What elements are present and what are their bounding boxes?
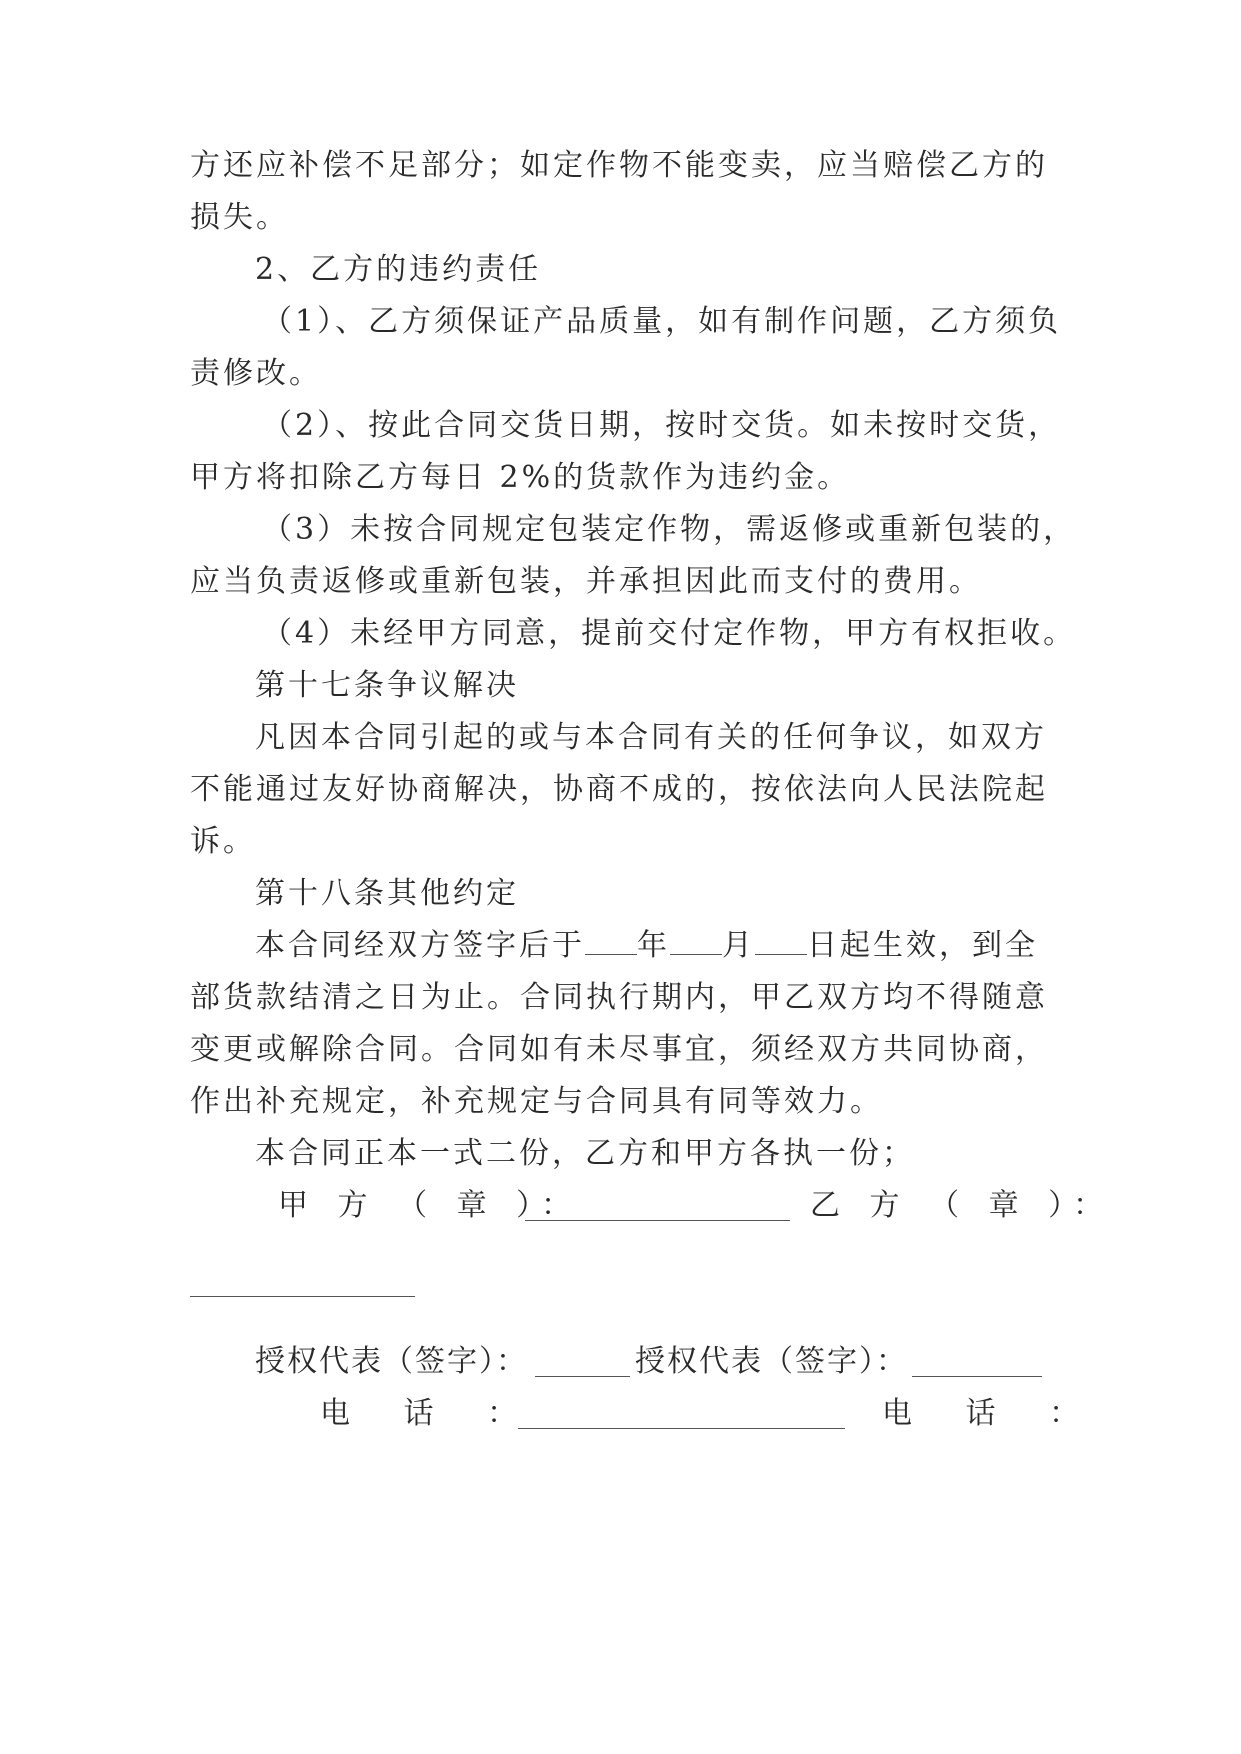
auth-b-label: 授权代表（签字）：: [635, 1344, 908, 1379]
paragraph-line: 损失。: [190, 200, 289, 235]
paragraph-line: 甲方将扣除乙方每日 2%的货款作为违约金。: [190, 460, 851, 495]
paragraph-line: （4）未经甲方同意，提前交付定作物，甲方有权拒收。: [262, 616, 1077, 651]
section-heading: 2、乙方的违约责任: [255, 252, 542, 287]
article-heading: 第十八条其他约定: [255, 876, 519, 911]
paragraph-line: 本合同正本一式二份，乙方和甲方各执一份；: [255, 1136, 915, 1171]
paragraph-line: 应当负责返修或重新包装，并承担因此而支付的费用。: [190, 564, 982, 599]
article-heading: 第十七条争议解决: [255, 668, 519, 703]
day-blank[interactable]: [755, 926, 807, 955]
year-label: 年: [637, 928, 670, 963]
month-blank[interactable]: [670, 926, 722, 955]
year-blank[interactable]: [585, 926, 637, 955]
auth-a-blank[interactable]: [535, 1376, 630, 1377]
paragraph-line: 责修改。: [190, 356, 322, 391]
phone-b-label: 电 话 ：: [882, 1396, 1102, 1431]
paragraph-line: 作出补充规定，补充规定与合同具有同等效力。: [190, 1084, 883, 1119]
auth-b-blank[interactable]: [912, 1376, 1042, 1377]
party-b-seal-label: 乙 方 （ 章 ）：: [810, 1188, 1114, 1223]
paragraph-line: （2）、按此合同交货日期，按时交货。如未按时交货，: [262, 408, 1062, 443]
month-label: 月: [722, 928, 755, 963]
auth-a-label: 授权代表（签字）：: [255, 1344, 528, 1379]
effective-date-prefix: 本合同经双方签字后于: [255, 928, 585, 963]
paragraph-line: 诉。: [190, 824, 256, 859]
party-b-seal-blank[interactable]: [190, 1296, 415, 1297]
party-a-seal-label: 甲 方 （ 章 ）：: [278, 1188, 582, 1223]
day-label: 日起生效，到全: [807, 928, 1038, 963]
phone-a-blank[interactable]: [518, 1428, 845, 1429]
party-a-seal-blank[interactable]: [525, 1220, 790, 1221]
paragraph-line: （1）、乙方须保证产品质量，如有制作问题，乙方须负: [262, 304, 1062, 339]
paragraph-line: （3）未按合同规定包装定作物，需返修或重新包装的，: [262, 512, 1077, 547]
paragraph-line: 不能通过友好协商解决，协商不成的，按依法向人民法院起: [190, 772, 1048, 807]
paragraph-line: 部货款结清之日为止。合同执行期内，甲乙双方均不得随意: [190, 980, 1048, 1015]
paragraph-line: 变更或解除合同。合同如有未尽事宜，须经双方共同协商，: [190, 1032, 1048, 1067]
phone-a-label: 电 话 ：: [320, 1396, 540, 1431]
paragraph-line: 方还应补偿不足部分；如定作物不能变卖，应当赔偿乙方的: [190, 148, 1048, 183]
effective-date-line: [255, 926, 1050, 966]
paragraph-line: 凡因本合同引起的或与本合同有关的任何争议，如双方: [255, 720, 1047, 755]
